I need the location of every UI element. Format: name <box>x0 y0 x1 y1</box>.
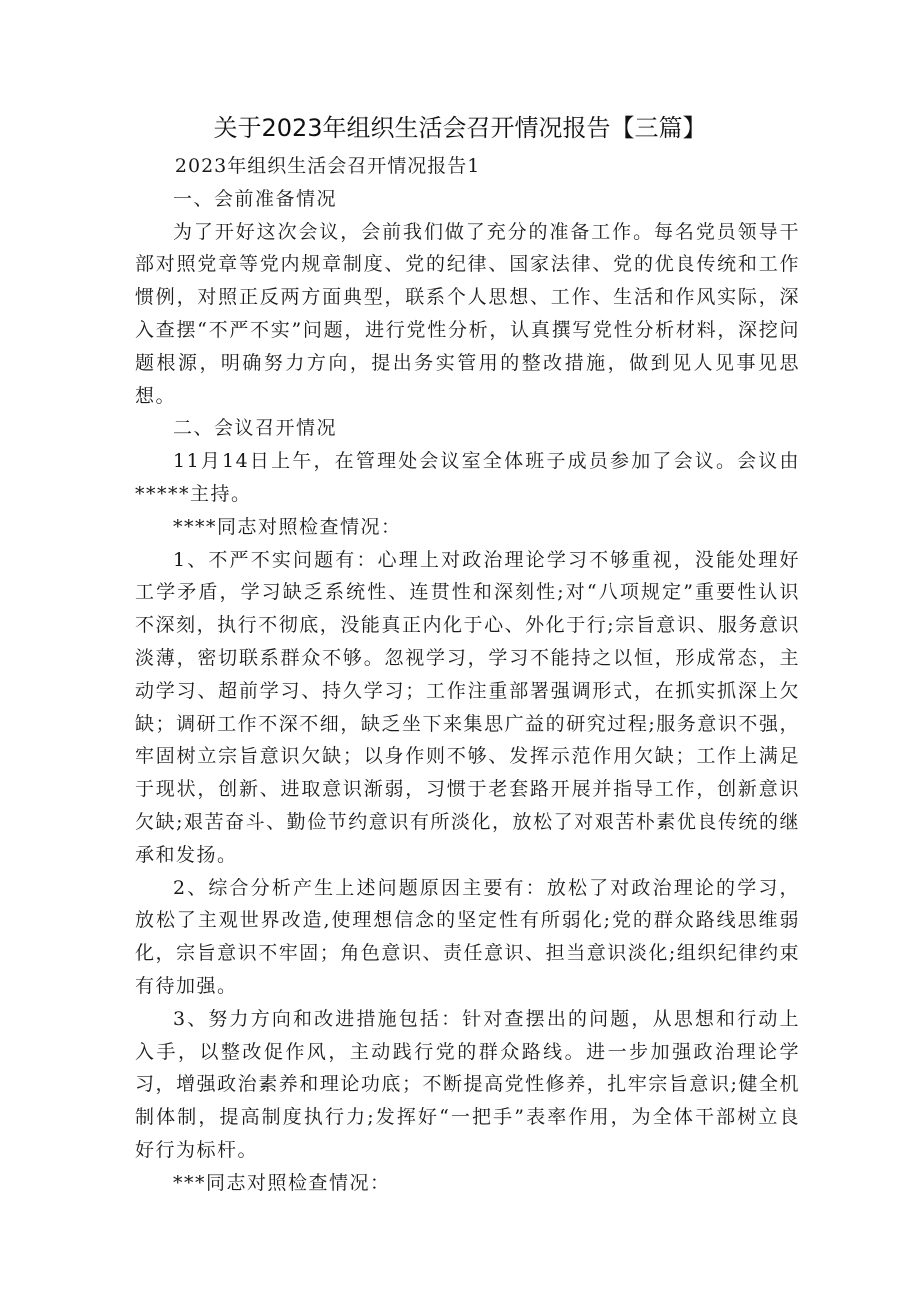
section-heading-meeting: 二、会议召开情况 <box>173 417 338 440</box>
paragraph-member-check-2: ***同志对照检查情况： <box>173 1171 391 1194</box>
paragraph-problems: 1、不严不实问题有：心理上对政治理论学习不够重视，没能处理好工学矛盾，学习缺乏系统性、连贯性和深刻性;对“八项规定”重要性认识不深刻，执行不彻底，没能真正内化于心、外化于行;宗旨意识、服务意识淡薄，密切联系群众不够。忽视学习，学习不能持之以恒，形成常态，主动学习、超前学习、持久学习；工作注重部署强调形式，在抓实抓深上欠缺；调研工作不深不细，缺乏坐下来集思广益的研究过程;服务意识不强，牢固树立宗旨意识欠缺；以身作则不够、发挥示范作用欠缺；工作上满足于现状，创新、进取意识渐弱，习惯于老套路开展并指导工作，创新意识欠缺;艰苦奋斗、勤俭节约意识有所淡化，放松了对艰苦朴素优良传统的继承和发扬。 <box>135 548 800 866</box>
paragraph-preparation: 为了开好这次会议，会前我们做了充分的准备工作。每名党员领导干部对照党章等党内规章制度、党的纪律、国家法律、党的优良传统和工作惯例，对照正反两方面典型，联系个人思想、工作、生活和作风实际，深入查摆“不严不实”问题，进行党性分析，认真撰写党性分析材料，深挖问题根源，明确努力方向，提出务实管用的整改措施，做到见人见事见思想。 <box>135 220 800 407</box>
paragraph-measures: 3、努力方向和改进措施包括：针对查摆出的问题，从思想和行动上入手，以整改促作风，主动践行党的群众路线。进一步加强政治理论学习，增强政治素养和理论功底；不断提高党性修养，扎牢宗旨意识;健全机制体制，提高制度执行力;发挥好“一把手”表率作用，为全体干部树立良好行为标杆。 <box>135 1007 800 1161</box>
document-title: 关于2023年组织生活会召开情况报告【三篇】 <box>213 114 707 142</box>
report-subtitle: 2023年组织生活会召开情况报告1 <box>174 155 481 177</box>
paragraph-member-check-1: ****同志对照检查情况： <box>173 515 402 538</box>
paragraph-meeting-info: 11月14日上午，在管理处会议室全体班子成员参加了会议。会议由*****主持。 <box>135 450 800 505</box>
document-body <box>135 150 800 1200</box>
section-heading-preparation: 一、会前准备情况 <box>173 187 338 210</box>
paragraph-causes: 2、综合分析产生上述问题原因主要有：放松了对政治理论的学习，放松了主观世界改造,使理想信念的坚定性有所弱化;党的群众路线思维弱化，宗旨意识不牢固；角色意识、责任意识、担当意识淡化;组织纪律约束有待加强。 <box>135 876 800 997</box>
